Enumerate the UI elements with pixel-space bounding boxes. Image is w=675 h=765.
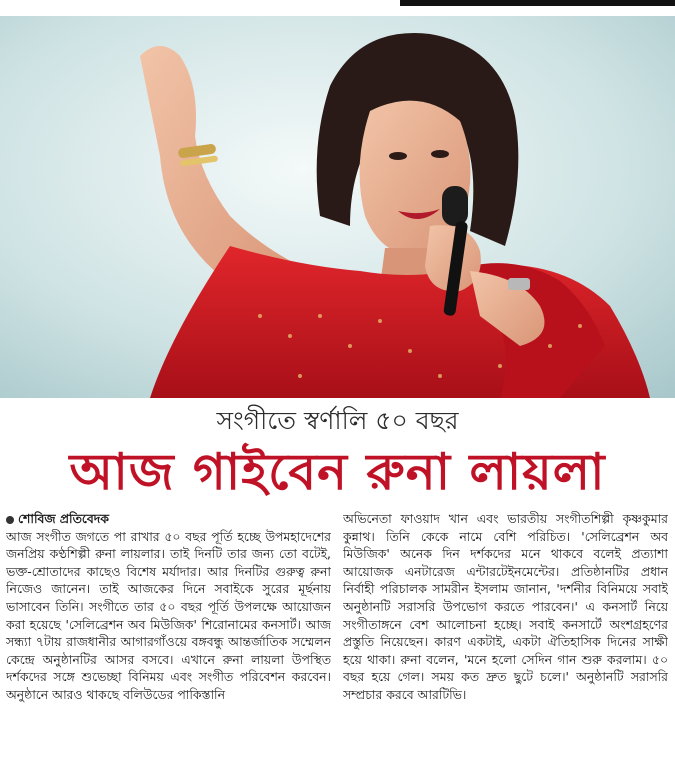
top-strip xyxy=(0,0,675,16)
article-body xyxy=(6,510,669,765)
article-kicker: সংগীতে স্বর্ণালি ৫০ বছর xyxy=(216,406,459,435)
byline-text: শোবিজ প্রতিবেদক xyxy=(18,511,109,526)
byline xyxy=(6,510,331,528)
article-headline: আজ গাইবেন রুনা লায়লা xyxy=(69,443,606,501)
column-right-text: অভিনেতা ফাওয়াদ খান এবং ভারতীয় সংগীতশিল্পী কৃষ্ণকুমার কুন্নাথ। তিনি কেকে নামে বেশি পরিচিত। 'সেলিব্রেশন অব মিউজিক' অনেক দিন দর্শকদের মনে থাকবে বলেই প্রত্যাশা আয়োজক এনটারেজ এন্টারটেইনমেন্টের। প্রতিষ্ঠানটির প্রধান নির্বাহী পরিচালক সামরীন ইসলাম জানান, 'দর্শনীর বিনিময়ে সবাই অনুষ্ঠানটি সরাসরি উপভোগ করতে পারবেন।' এ কনসার্ট নিয়ে সংগীতাঙ্গনে বেশ আলোচনা হচ্ছে। সবাই কনসার্টে অংশগ্রহণের প্রস্তুতি নিয়েছেন। কারণ একটাই, একটা ঐতিহাসিক দিনের সাক্ষী হয়ে থাকা। রুনা বলেন, 'মনে হলো সেদিন গান শুরু করলাম। ৫০ বছর হয়ে গেল। সময় কত দ্রুত ছুটে চলে।' অনুষ্ঠানটি সরাসরি সম্প্রচার করবে আরটিভি। xyxy=(343,511,668,702)
previous-article-edge xyxy=(400,0,675,6)
singer-illustration xyxy=(0,16,675,398)
singer-photo xyxy=(0,16,675,398)
column-left xyxy=(6,510,331,765)
column-right xyxy=(343,510,668,765)
column-left-text: আজ সংগীত জগতে পা রাখার ৫০ বছর পূর্তি হচ্ছে উপমহাদেশের জনপ্রিয় কণ্ঠশিল্পী রুনা লায়লার। তাই দিনটি তার জন্য তো বটেই, ভক্ত-শ্রোতাদের কাছেও বিশেষ মর্যাদার। আর দিনটির গুরুত্ব রুনা নিজেও জানেন। তাই আজকের দিনে সবাইকে সুরের মূর্ছনায় ভাসাবেন তিনি। সংগীতে তার ৫০ বছর পূর্তি উপলক্ষে আয়োজন করা হয়েছে 'সেলিব্রেশন অব মিউজিক' শিরোনামের কনসার্ট। আজ সন্ধ্যা ৭টায় রাজধানীর আগারগাঁওয়ে বঙ্গবন্ধু আন্তর্জাতিক সম্মেলন কেন্দ্রে অনুষ্ঠানটির আসর বসবে। এখানে রুনা লায়লা উপস্থিত দর্শকদের সঙ্গে শুভেচ্ছা বিনিময় এবং সংগীত পরিবেশন করবেন। অনুষ্ঠানে আরও থাকছে বলিউডের পাকিস্তানি xyxy=(6,528,331,702)
bullet-icon xyxy=(6,516,14,524)
